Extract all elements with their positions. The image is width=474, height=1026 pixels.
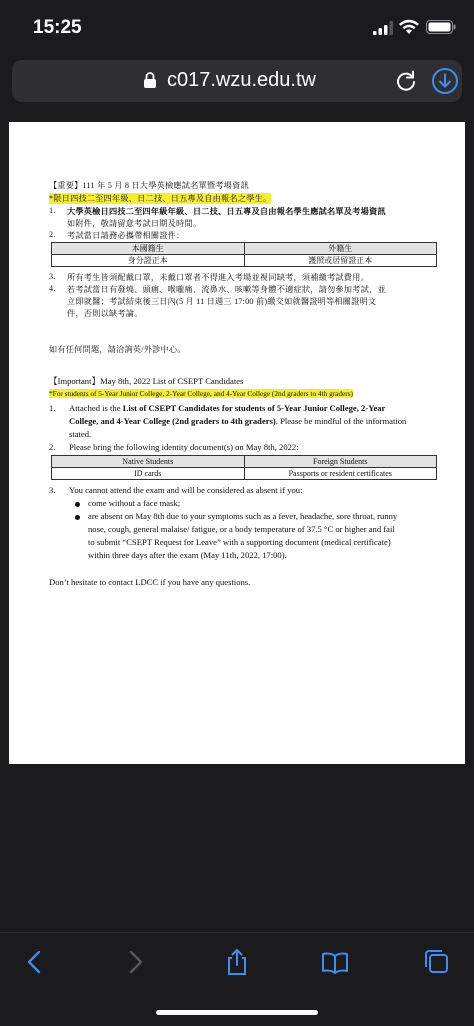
en-bullet1: come without a face mask; [88,498,181,508]
cellular-signal-icon [373,21,393,35]
bullet-icon [75,502,80,507]
en-item1-text [69,403,385,413]
home-indicator [156,1010,318,1015]
download-icon[interactable] [431,67,459,95]
en-item1-line2 [69,416,406,426]
zh-item1-number: 1. [49,206,56,215]
en-item3-text: You cannot attend the exam and will be considered as absent if you: [69,485,303,495]
en-note: *For students of 5-Year Junior College, 2-Year College, and 4-Year College (2nd graders to 4th graders) [49,389,353,398]
en-item1-prefix: Attached is the [69,403,123,413]
zh-table-cell: 護照或居留證正本 [244,255,437,267]
battery-icon [426,20,456,34]
en-item3-number: 3. [49,485,56,495]
reload-icon[interactable] [393,68,419,94]
lock-icon [143,71,157,89]
address-bar[interactable] [12,60,462,102]
zh-table-header: 本國籍生 [52,243,245,255]
en-bullet2-line3: to submit “CSEPT Request for Leave” with a supporting document (medical certificate) [88,537,391,547]
en-table-cell: Passports or resident certificates [244,468,437,480]
forward-icon[interactable] [120,947,150,977]
status-bar [0,0,474,50]
wifi-icon [398,19,420,35]
en-item1-bold: List of CSEPT Candidates for students of 5-Year Junior College, 2-Year [122,403,386,413]
en-item2-number: 2. [49,442,56,452]
en-bullet2-line1: are absent on May 8th due to your symptoms such as a fever, headache, sore throat, runny [88,511,398,521]
zh-item1-text: 大學英檢日四技二至四年級年級、日二技、日五專及自由報名學生應試名單及考場資訊 [67,207,386,216]
url-text[interactable]: c017.wzu.edu.tw [167,69,316,91]
zh-item3-text: 所有考生皆須配戴口罩，未戴口罩者不得進入考場並視同缺考，須補繳考試費用。 [67,273,369,282]
zh-item2-text: 考試當日請務必攜帶相關證件： [67,231,185,240]
share-icon[interactable] [222,947,252,977]
en-id-table [51,455,437,480]
tabs-icon[interactable] [422,947,452,977]
en-item1-line3: stated. [69,429,92,439]
en-table-header: Foreign Students [244,456,437,468]
zh-contact: 如有任何問題，請洽詢英/外診中心。 [49,345,186,354]
zh-item2-number: 2. [49,230,56,239]
en-item2-text: Please bring the following identity document(s) on May 8th, 2022: [69,442,299,452]
zh-item1-continued: 如附件，敬請留意考試日期及時間。 [67,219,202,228]
zh-id-table [51,242,437,267]
zh-item3-number: 3. [49,272,56,281]
en-title: 【Important】May 8th, 2022 List of CSEPT Candidates [49,376,244,386]
zh-table-cell: 身分證正本 [52,255,245,267]
zh-item4-continued: 立即就醫；考試結束後三日內(5 月 11 日週三 17:00 前)繳交如就醫證明等相關證明文 [67,297,377,306]
web-content[interactable] [0,112,474,932]
back-icon[interactable] [20,947,50,977]
status-time: 15:25 [33,17,82,38]
en-item1-number: 1. [49,403,56,413]
zh-note: *限日四技二至四年級、日二技、日五專及自由報名之學生。 [49,194,272,203]
en-table-header: Native Students [52,456,245,468]
en-item1-line2-bold: College, and 4-Year College (2nd graders to 4th graders) [69,416,276,426]
zh-item4-number: 4. [49,284,56,293]
en-bullet2-line4: within three days after the exam (May 11th, 2022, 17:00). [88,550,287,560]
bullet-icon [75,515,80,520]
en-bullet2-line2: nose, cough, general malaise/ fatigue, or a body temperature of 37.5 °C or higher and fail [88,524,395,534]
bookmarks-icon[interactable] [320,947,350,977]
en-item1-line2-rest: . Please be mindful of the information [275,416,407,426]
zh-title: 【重要】111 年 5 月 8 日大學英檢應試名單暨考場資訊 [49,181,249,190]
en-table-cell: ID cards [52,468,245,480]
zh-table-header: 外籍生 [244,243,437,255]
en-contact: Don’t hesitate to contact LDCC if you have any questions. [49,577,251,587]
zh-item4-continued: 件，否則以缺考論。 [67,309,143,318]
document-page [9,122,465,764]
zh-item4-text: 若考試當日有發燒、頭痛、喉嚨痛、流鼻水、咳嗽等身體不適症狀，請勿參加考試，並 [67,285,386,294]
